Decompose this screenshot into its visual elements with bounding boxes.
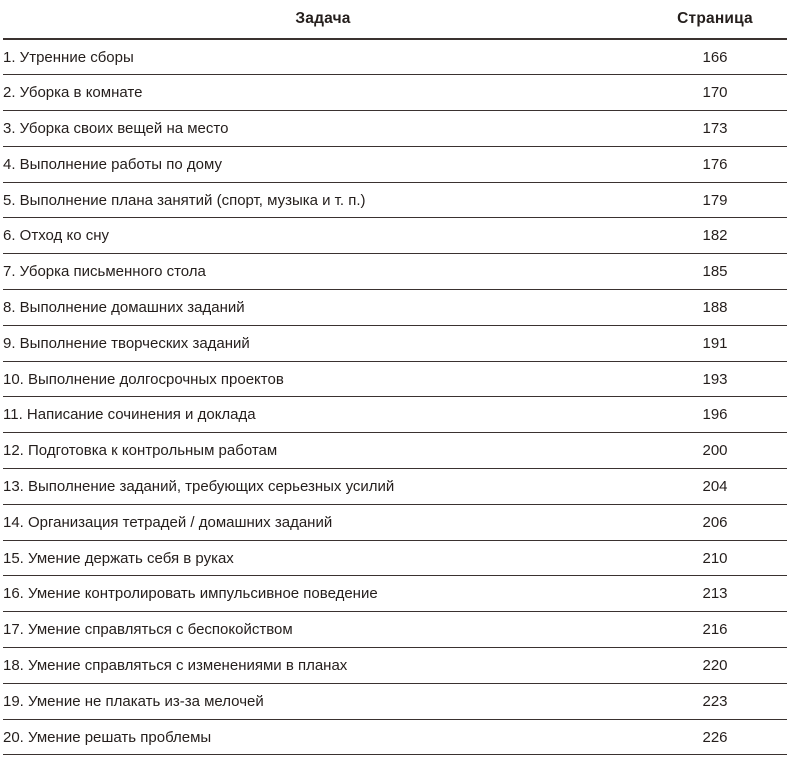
table-row [3,469,787,505]
page-number-cell: 210 [702,549,728,567]
task-cell: 17. Умение справляться с беспокойством [3,621,293,639]
page-number-cell: 193 [702,370,728,388]
page-number-cell: 223 [702,692,728,710]
task-cell: 8. Выполнение домашних заданий [3,298,245,316]
page-number-cell: 182 [702,227,728,245]
page-number-cell: 226 [702,728,728,746]
column-header-task: Задача [295,10,351,27]
task-cell: 5. Выполнение плана занятий (спорт, музыка и т. п.) [3,191,366,209]
table-row [3,111,787,147]
task-cell: 6. Отход ко сну [3,227,110,245]
task-cell: 18. Умение справляться с изменениями в планах [3,656,348,674]
table-row [3,576,787,612]
table-row [3,433,787,469]
task-cell: 11. Написание сочинения и доклада [3,406,256,424]
table-row [3,648,787,684]
task-cell: 1. Утренние сборы [3,48,134,66]
task-cell: 3. Уборка своих вещей на место [3,119,229,137]
page-number-cell: 213 [702,585,728,603]
table-row [3,39,787,75]
table-row [3,218,787,254]
table-row [3,683,787,719]
table-row [3,719,787,755]
page-number-cell: 166 [702,48,728,66]
table-row [3,254,787,290]
page-number-cell: 196 [702,406,728,424]
page-number-cell: 220 [702,656,728,674]
table-row [3,361,787,397]
column-header-page: Страница [677,10,753,27]
task-cell: 19. Умение не плакать из-за мелочей [3,692,264,710]
task-cell: 14. Организация тетрадей / домашних заданий [3,513,333,531]
table-row [3,325,787,361]
task-cell: 2. Уборка в комнате [3,84,143,102]
page-number-cell: 173 [702,119,728,137]
table-row [3,397,787,433]
task-cell: 13. Выполнение заданий, требующих серьезных усилий [3,477,395,495]
page-number-cell: 179 [702,191,728,209]
page-number-cell: 206 [702,513,728,531]
table-row [3,146,787,182]
page-number-cell: 216 [702,621,728,639]
task-cell: 15. Умение держать себя в руках [3,549,234,567]
table-row [3,182,787,218]
task-cell: 4. Выполнение работы по дому [3,155,222,173]
table-row [3,540,787,576]
table-header-row [3,0,787,39]
page-number-cell: 191 [702,334,728,352]
page-number-cell: 204 [702,477,728,495]
task-cell: 20. Умение решать проблемы [3,728,212,746]
table-row [3,290,787,326]
page-number-cell: 185 [702,263,728,281]
table-header [3,0,787,39]
table-row [3,504,787,540]
page-number-cell: 170 [702,84,728,102]
page-number-cell: 200 [702,442,728,460]
page-number-cell: 188 [702,298,728,316]
task-cell: 16. Умение контролировать импульсивное поведение [3,585,378,603]
table-of-contents-table [3,0,787,755]
task-cell: 7. Уборка письменного стола [3,263,206,281]
task-cell: 12. Подготовка к контрольным работам [3,442,278,460]
task-cell: 9. Выполнение творческих заданий [3,334,250,352]
task-cell: 10. Выполнение долгосрочных проектов [3,370,284,388]
table-row [3,75,787,111]
table-body [3,39,787,755]
page-number-cell: 176 [702,155,728,173]
table-row [3,612,787,648]
